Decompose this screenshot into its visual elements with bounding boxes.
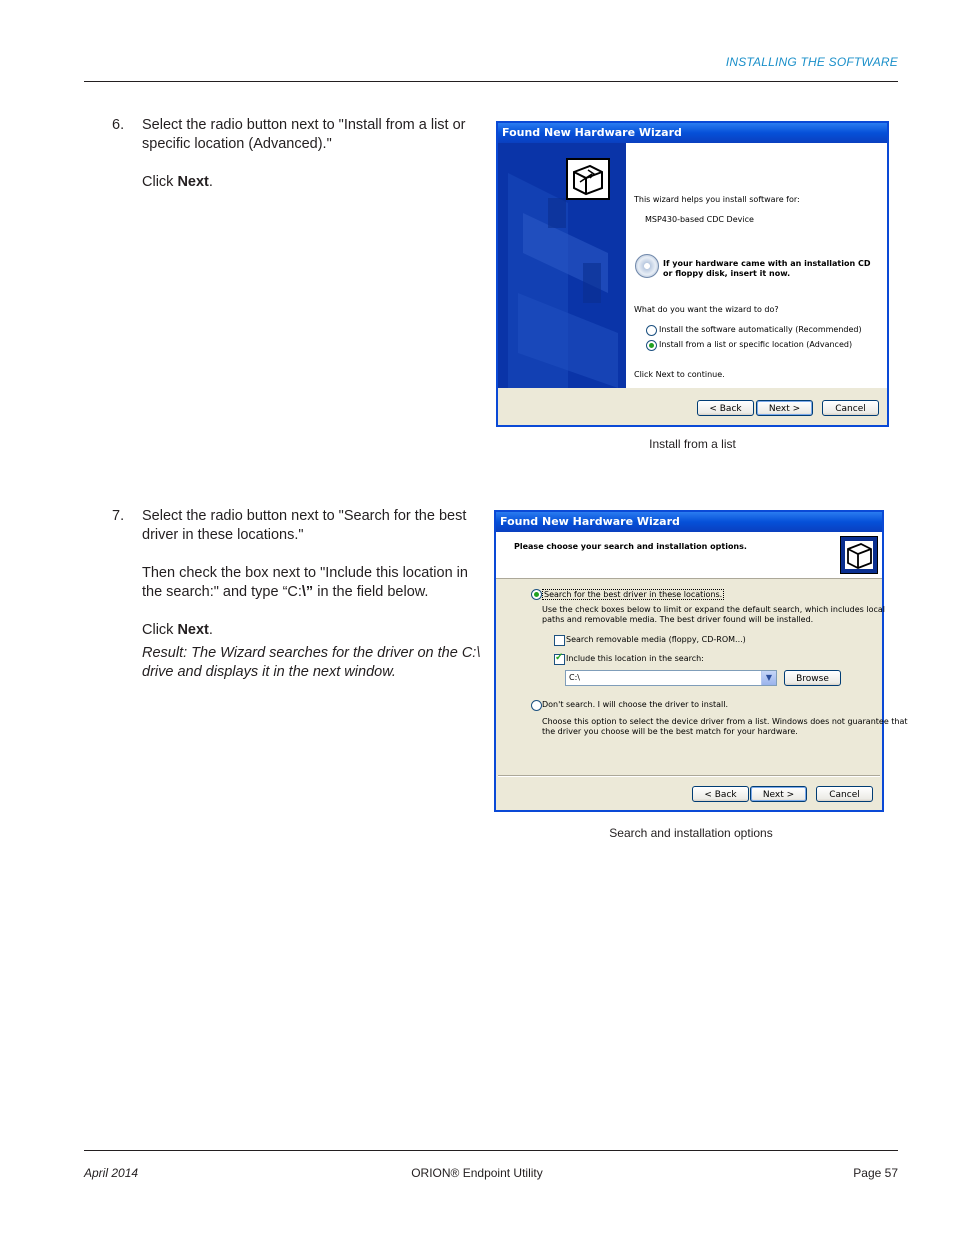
header-rule [84, 81, 898, 82]
path-input[interactable]: C:\ [569, 673, 580, 682]
click-instruction: Click Next. [142, 622, 213, 638]
radio-dont-search[interactable] [531, 700, 542, 711]
wizard-intro: This wizard helps you install software for: [634, 195, 800, 204]
click-instruction: Click Next. [142, 174, 213, 190]
chk-removable-label: Search removable media (floppy, CD-ROM...) [566, 635, 746, 644]
footer-page: Page 57 [853, 1166, 898, 1180]
running-header: INSTALLING THE SOFTWARE [725, 55, 898, 69]
step-6 [112, 116, 482, 192]
footer-product: ORION® Endpoint Utility [411, 1166, 543, 1180]
next-button[interactable]: Next > [756, 400, 813, 416]
option-auto-label: Install the software automatically (Recommended) [659, 325, 862, 334]
wizard-titlebar: Found New Hardware Wizard [496, 512, 882, 532]
radio-install-automatically[interactable] [646, 325, 657, 336]
back-button[interactable]: < Back [697, 400, 754, 416]
checkbox-search-removable[interactable] [554, 635, 565, 646]
result-text: Result: The Wizard searches for the driver on the C:\ drive and displays it in the next window. [142, 645, 481, 680]
step-number: 6. [112, 117, 125, 133]
step-text: Select the radio button next to "Search for the best driver in these locations." [142, 508, 467, 543]
continue-text: Click Next to continue. [634, 370, 725, 379]
cd-line-1: If your hardware came with an installation CD [663, 259, 871, 268]
wizard-window-install-from-list [496, 121, 889, 427]
radio-install-from-list[interactable] [646, 340, 657, 351]
dont-desc-2: the driver you choose will be the best match for your hardware. [542, 727, 798, 736]
footer-rule [84, 1150, 898, 1151]
option-dont-label: Don't search. I will choose the driver to install. [542, 700, 729, 709]
radio-search-best-driver[interactable] [531, 589, 542, 600]
chk-include-label: Include this location in the search: [566, 654, 704, 663]
wizard-side-graphic [498, 143, 626, 388]
step-number: 7. [112, 508, 125, 524]
footer-date: April 2014 [84, 1166, 139, 1180]
wizard-titlebar: Found New Hardware Wizard [498, 123, 887, 143]
wizard-content-panel [626, 143, 887, 388]
next-button[interactable]: Next > [750, 786, 807, 802]
back-button[interactable]: < Back [692, 786, 749, 802]
option-list-label: Install from a list or specific location (Advanced) [659, 340, 853, 349]
cancel-button[interactable]: Cancel [822, 400, 879, 416]
wizard-header-panel [496, 532, 882, 579]
hardware-wizard-icon [840, 536, 878, 574]
wizard-window-search-options [494, 510, 908, 812]
button-separator [498, 775, 880, 777]
cd-icon [635, 254, 659, 278]
path-combobox[interactable] [565, 670, 777, 686]
cd-line-2: or floppy disk, insert it now. [663, 269, 791, 278]
device-name: MSP430-based CDC Device [645, 215, 754, 224]
check-instruction: Then check the box next to "Include this location in the search:" and type “C:\” in the field below. [142, 565, 468, 600]
caption-search-options: Search and installation options [609, 826, 773, 840]
hardware-wizard-icon [566, 158, 610, 200]
wizard-heading: Please choose your search and installation options. [514, 542, 747, 551]
step-text: Select the radio button next to "Install from a list or specific location (Advanced)." [142, 117, 466, 152]
caption-install-from-list: Install from a list [649, 437, 736, 451]
chevron-down-icon[interactable]: ▼ [761, 671, 776, 685]
search-desc-2: paths and removable media. The best driver found will be installed. [542, 615, 814, 624]
wizard-question: What do you want the wizard to do? [634, 305, 779, 314]
cancel-button[interactable]: Cancel [816, 786, 873, 802]
browse-button[interactable]: Browse [784, 670, 841, 686]
checkbox-include-location[interactable] [554, 654, 565, 665]
option-search-label: Search for the best driver in these locations. [544, 590, 723, 599]
step-7 [112, 507, 482, 682]
dont-desc-1: Choose this option to select the device driver from a list. Windows does not guarantee that [542, 717, 908, 726]
click-target: Next [177, 622, 209, 638]
search-desc-1: Use the check boxes below to limit or expand the default search, which includes local [542, 605, 886, 614]
click-target: Next [177, 174, 209, 190]
